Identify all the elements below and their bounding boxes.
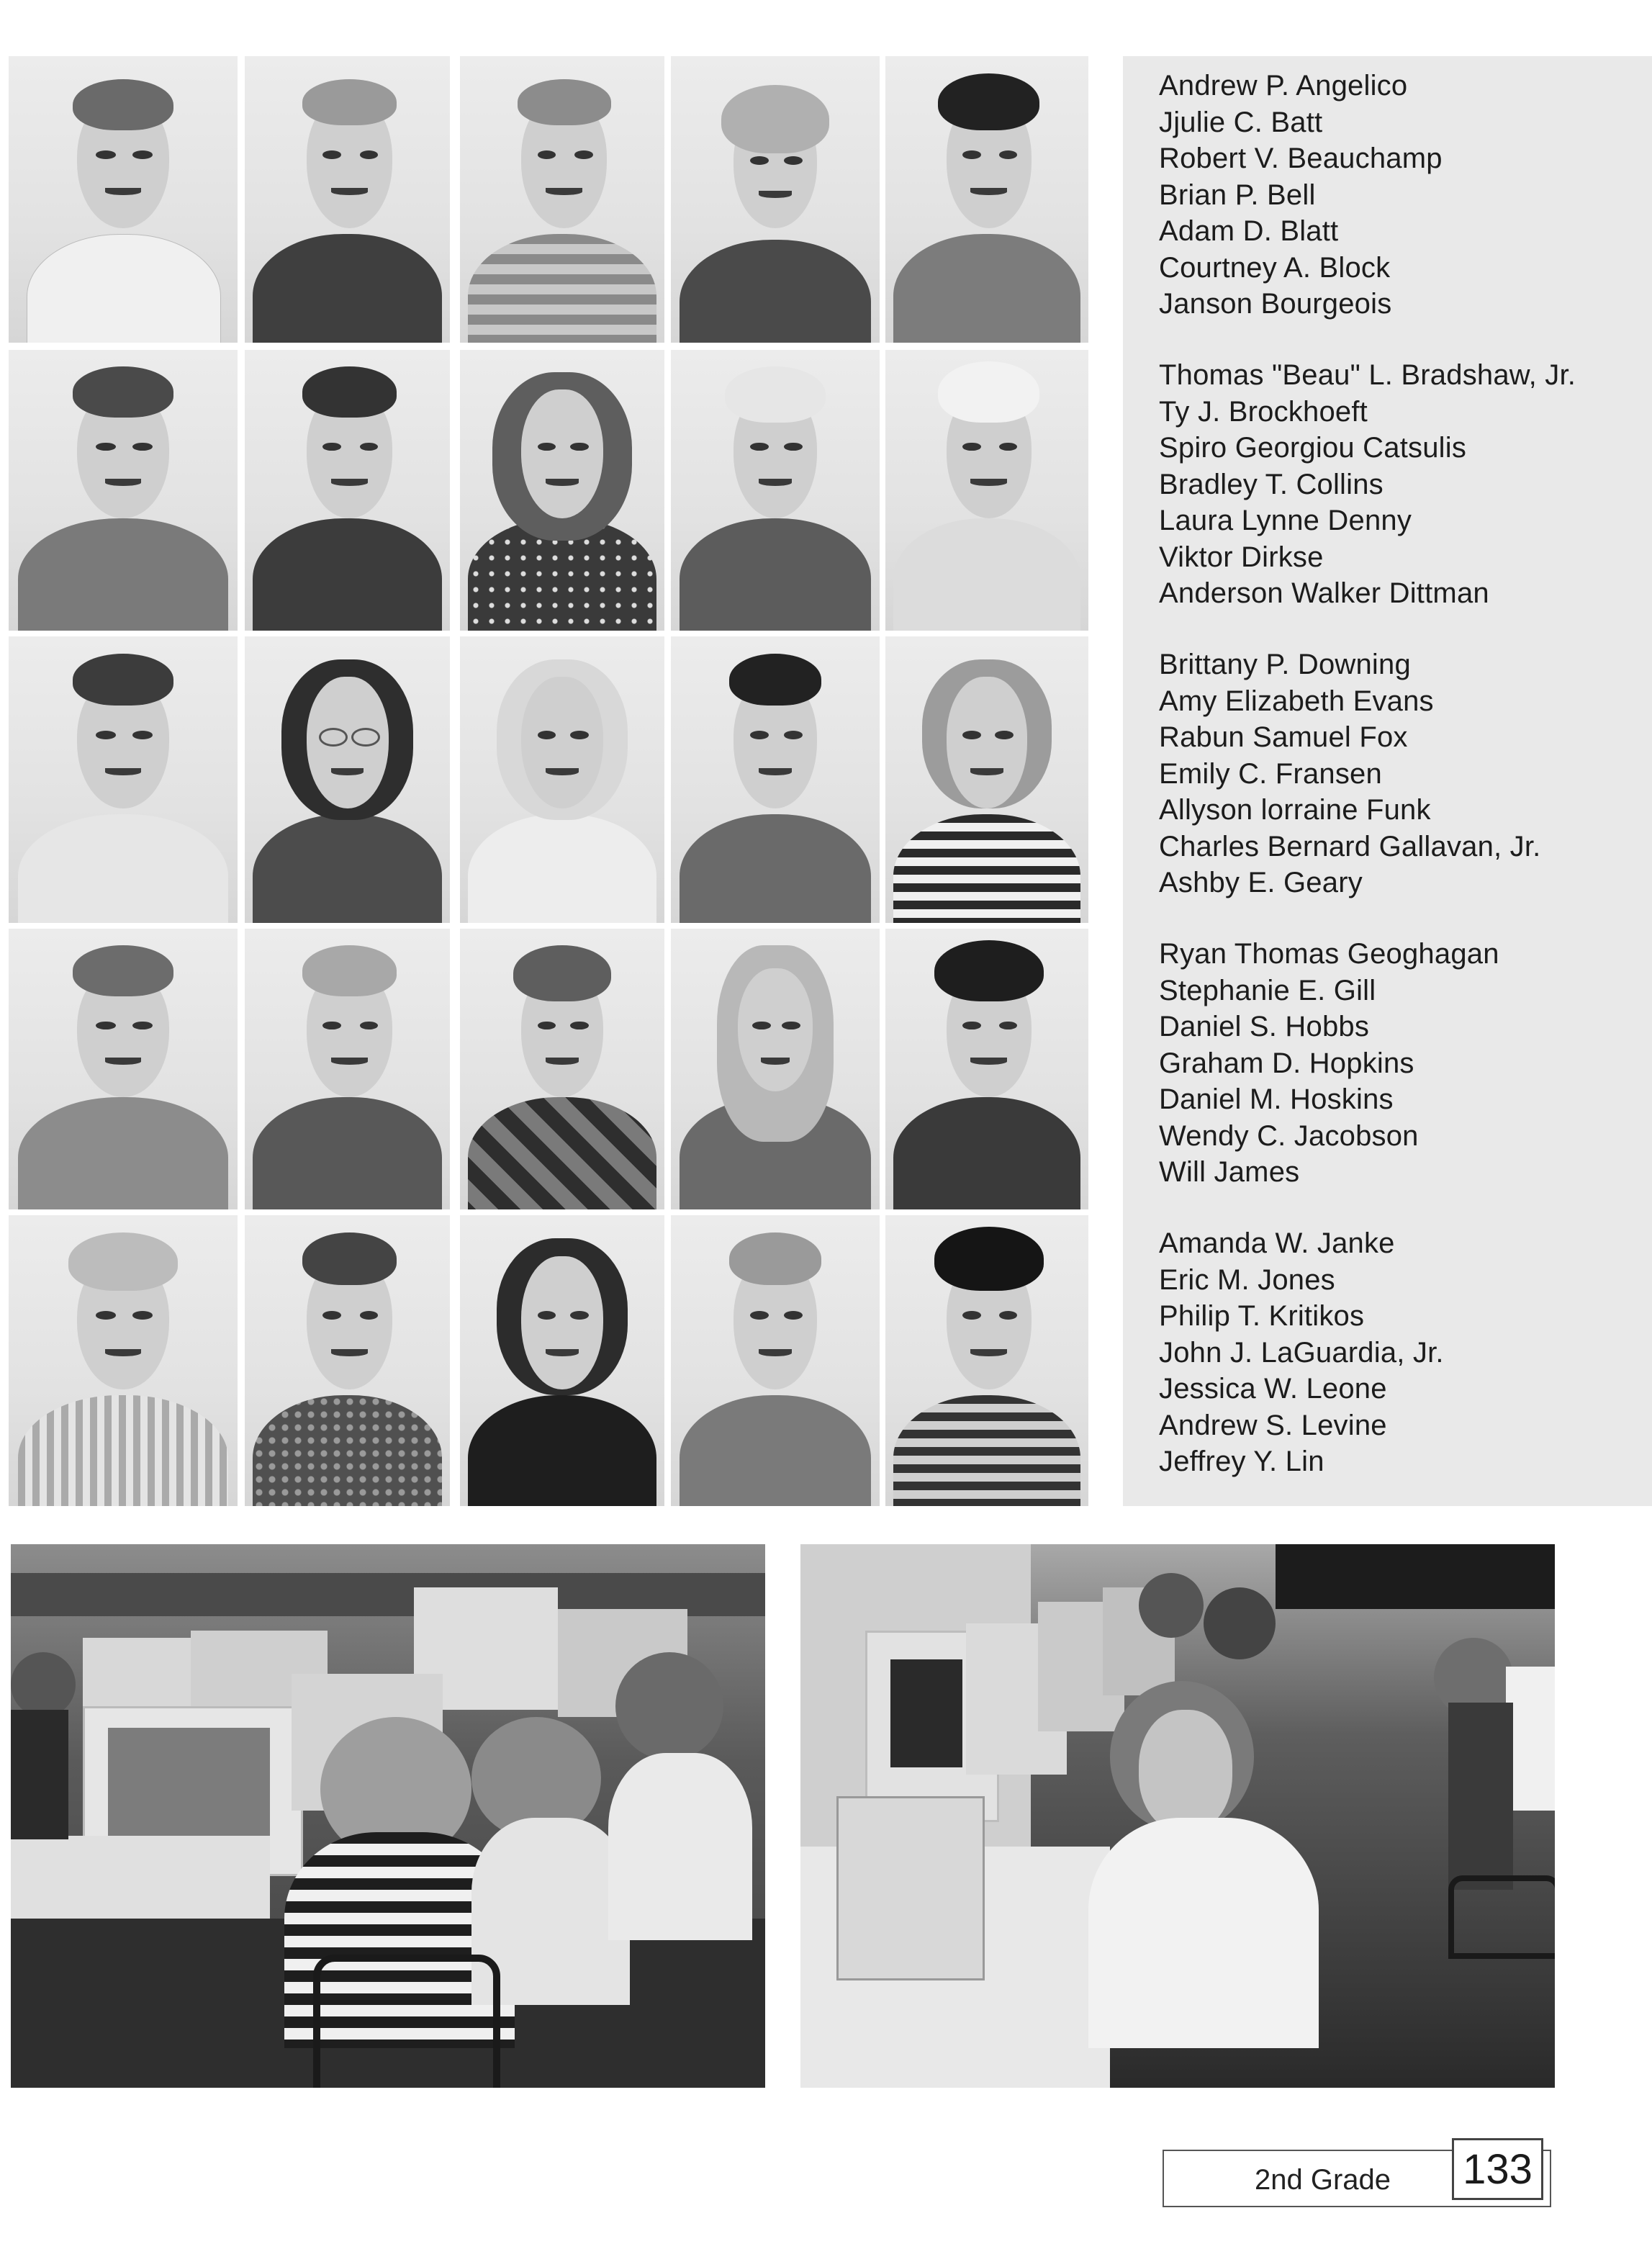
student-name: Ryan Thomas Geoghagan [1159, 938, 1499, 970]
student-name: Jeffrey Y. Lin [1159, 1446, 1324, 1477]
portrait-photo [885, 929, 1088, 1209]
portrait-photo [9, 1215, 238, 1506]
portrait-photo [885, 350, 1088, 631]
portrait-photo [460, 350, 664, 631]
student-name: Amanda W. Janke [1159, 1227, 1395, 1259]
student-name: Philip T. Kritikos [1159, 1300, 1365, 1332]
student-name: Daniel S. Hobbs [1159, 1011, 1370, 1042]
portrait-photo [9, 350, 238, 631]
student-name: Andrew P. Angelico [1159, 70, 1408, 102]
student-name: Ty J. Brockhoeft [1159, 395, 1368, 428]
student-name: Anderson Walker Dittman [1159, 577, 1489, 609]
portrait-photo [885, 636, 1088, 923]
portrait-photo [245, 350, 450, 631]
portrait-photo [245, 56, 450, 343]
portrait-photo [885, 1215, 1088, 1506]
portrait-photo [671, 350, 880, 631]
student-name: Will James [1159, 1156, 1300, 1188]
student-name: Adam D. Blatt [1159, 215, 1339, 247]
student-name: Rabun Samuel Fox [1159, 721, 1408, 753]
portrait-photo [671, 636, 880, 923]
portrait-photo [671, 56, 880, 343]
portrait-row-4 [9, 929, 1088, 1209]
student-name: Janson Bourgeois [1159, 288, 1392, 320]
student-name: Jjulie C. Batt [1159, 106, 1323, 138]
student-name: Amy Elizabeth Evans [1159, 685, 1434, 717]
student-name: Allyson lorraine Funk [1159, 794, 1431, 826]
portrait-photo [460, 56, 664, 343]
portrait-photo [460, 929, 664, 1209]
student-name: Bradley T. Collins [1159, 468, 1384, 500]
name-group [1159, 357, 1576, 612]
portrait-grid [9, 56, 1088, 1506]
portrait-photo [671, 929, 880, 1209]
name-group [1159, 1225, 1444, 1480]
section-label: 2nd Grade [1255, 2164, 1391, 2196]
student-name: Spiro Georgiou Catsulis [1159, 432, 1467, 464]
page-number: 133 [1463, 2145, 1533, 2193]
portrait-photo [885, 56, 1088, 343]
name-group [1159, 936, 1499, 1191]
portrait-photo [9, 56, 238, 343]
student-name: Ashby E. Geary [1159, 867, 1363, 898]
portrait-row-2 [9, 350, 1088, 631]
student-name: Andrew S. Levine [1159, 1409, 1387, 1441]
page-number-box [1452, 2138, 1543, 2200]
name-group [1159, 646, 1541, 901]
student-name: Jessica W. Leone [1159, 1373, 1387, 1405]
student-name: John J. LaGuardia, Jr. [1159, 1336, 1444, 1369]
student-name: Brittany P. Downing [1159, 649, 1411, 680]
student-name: Emily C. Fransen [1159, 757, 1382, 790]
portrait-photo [245, 636, 450, 923]
student-name: Viktor Dirkse [1159, 541, 1324, 573]
portrait-photo [245, 1215, 450, 1506]
computer-lab-photo-right [800, 1544, 1555, 2088]
student-name: Courtney A. Block [1159, 251, 1391, 284]
student-name: Thomas "Beau" L. Bradshaw, Jr. [1159, 359, 1576, 391]
student-name: Graham D. Hopkins [1159, 1047, 1414, 1079]
student-name: Brian P. Bell [1159, 179, 1316, 211]
student-name: Robert V. Beauchamp [1159, 143, 1443, 174]
student-name: Charles Bernard Gallavan, Jr. [1159, 830, 1541, 862]
portrait-photo [460, 636, 664, 923]
portrait-photo [9, 929, 238, 1209]
portrait-row-3 [9, 636, 1088, 923]
portrait-photo [9, 636, 238, 923]
student-name: Daniel M. Hoskins [1159, 1083, 1394, 1115]
name-group [1159, 68, 1443, 323]
student-name: Eric M. Jones [1159, 1263, 1335, 1296]
portrait-photo [671, 1215, 880, 1506]
student-name: Laura Lynne Denny [1159, 505, 1412, 536]
portrait-photo [460, 1215, 664, 1506]
portrait-row-5 [9, 1215, 1088, 1506]
student-name: Stephanie E. Gill [1159, 974, 1376, 1006]
student-name: Wendy C. Jacobson [1159, 1119, 1419, 1152]
computer-lab-photo-left [11, 1544, 765, 2088]
student-names-panel [1123, 56, 1652, 1506]
portrait-row-1 [9, 56, 1088, 343]
portrait-photo [245, 929, 450, 1209]
